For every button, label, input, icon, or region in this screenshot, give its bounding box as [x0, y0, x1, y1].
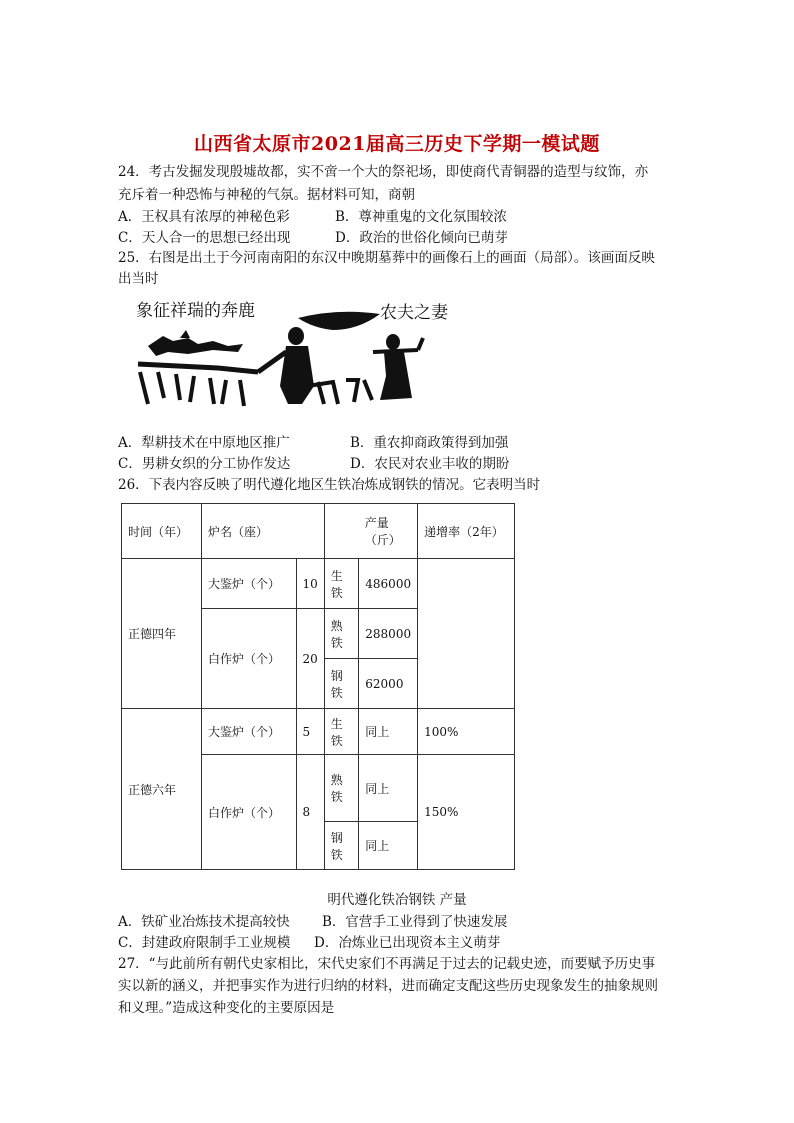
table-row	[122, 709, 515, 755]
year-cell: 正德六年	[122, 709, 202, 870]
rate-cell: 150%	[418, 755, 515, 870]
q25-stem-line2: 出当时	[118, 271, 159, 287]
furnace-name-cell: 大鉴炉（个）	[202, 709, 297, 755]
q26-option-a: A．铁矿业冶炼技术提高较快	[118, 914, 290, 930]
table-header-row	[122, 504, 515, 559]
relief-drawing	[118, 286, 468, 418]
q24-option-c: C．天人合一的思想已经出现	[118, 230, 291, 246]
q26-option-c: C．封建政府限制手工业规模	[118, 935, 291, 951]
furnace-name-cell: 大鉴炉（个）	[202, 559, 297, 609]
table-caption: 明代遵化铁冶钢铁 产量	[327, 892, 467, 908]
header-output: 产量（斤）	[359, 504, 418, 559]
q25-option-a: A．犁耕技术在中原地区推广	[118, 435, 290, 451]
q24-option-a: A．王权具有浓厚的神秘色彩	[118, 209, 290, 225]
output-cell: 同上	[359, 822, 418, 870]
q27-stem-line3: 和义理。”造成这种变化的主要原因是	[118, 1000, 335, 1016]
q24-option-b: B．尊神重鬼的文化氛围较浓	[335, 209, 507, 225]
rate-cell	[418, 559, 515, 709]
iron-type-cell: 钢铁	[324, 659, 359, 709]
header-furnace: 炉名（座）	[202, 504, 297, 559]
q24-stem-line2: 充斥着一种恐怖与神秘的气氛。据材料可知，商朝	[118, 187, 415, 203]
rate-cell: 100%	[418, 709, 515, 755]
figure-label-deer: 象征祥瑞的奔鹿	[136, 301, 255, 321]
q24-option-d: D．政治的世俗化倾向已萌芽	[335, 230, 508, 246]
output-cell: 同上	[359, 755, 418, 822]
output-cell: 62000	[359, 659, 418, 709]
iron-type-cell: 生铁	[324, 559, 359, 609]
header-growth-rate: 递增率（2年）	[418, 504, 515, 559]
q26-option-d: D．冶炼业已出现资本主义萌芽	[314, 935, 501, 951]
year-cell: 正德四年	[122, 559, 202, 709]
q25-option-c: C．男耕女织的分工协作发达	[118, 456, 291, 472]
output-cell: 288000	[359, 609, 418, 659]
output-cell: 486000	[359, 559, 418, 609]
q25-option-b: B．重农抑商政策得到加强	[350, 435, 509, 451]
iron-type-cell: 熟铁	[324, 609, 359, 659]
page-title: 山西省太原市2021届高三历史下学期一模试题	[194, 133, 600, 155]
q26-option-b: B．官营手工业得到了快速发展	[322, 914, 508, 930]
furnace-count-cell: 8	[296, 755, 324, 870]
output-cell: 同上	[359, 709, 418, 755]
furnace-count-cell: 10	[296, 559, 324, 609]
table-row	[122, 559, 515, 609]
furnace-name-cell: 白作炉（个）	[202, 755, 297, 870]
iron-type-cell: 生铁	[324, 709, 359, 755]
figure-label-farmer-wife: 农夫之妻	[380, 303, 448, 323]
furnace-count-cell: 5	[296, 709, 324, 755]
q27-stem-line1: 27．“与此前所有朝代史家相比，宋代史家们不再满足于过去的记载史迹，而要赋予历史事	[118, 956, 656, 972]
q27-stem-line2: 实以新的涵义，并把事实作为进行归纳的材料，进而确定支配这些历史现象发生的抽象规则	[118, 978, 658, 994]
stone-relief-figure	[118, 286, 468, 418]
header-year: 时间（年）	[122, 504, 202, 559]
q24-stem-line1: 24．考古发掘发现殷墟故都，实不啻一个大的祭祀场，即使商代青铜器的造型与纹饰，亦	[118, 164, 649, 180]
furnace-count-cell: 20	[296, 609, 324, 709]
q25-stem-line1: 25．右图是出土于今河南南阳的东汉中晚期墓葬中的画像石上的画面（局部）。该画面反映	[118, 250, 655, 266]
iron-production-table	[121, 503, 515, 870]
furnace-name-cell: 白作炉（个）	[202, 609, 297, 709]
iron-type-cell: 钢铁	[324, 822, 359, 870]
q25-option-d: D．农民对农业丰收的期盼	[350, 456, 510, 472]
q26-stem-line1: 26．下表内容反映了明代遵化地区生铁冶炼成钢铁的情况。它表明当时	[118, 477, 541, 493]
iron-type-cell: 熟铁	[324, 755, 359, 822]
